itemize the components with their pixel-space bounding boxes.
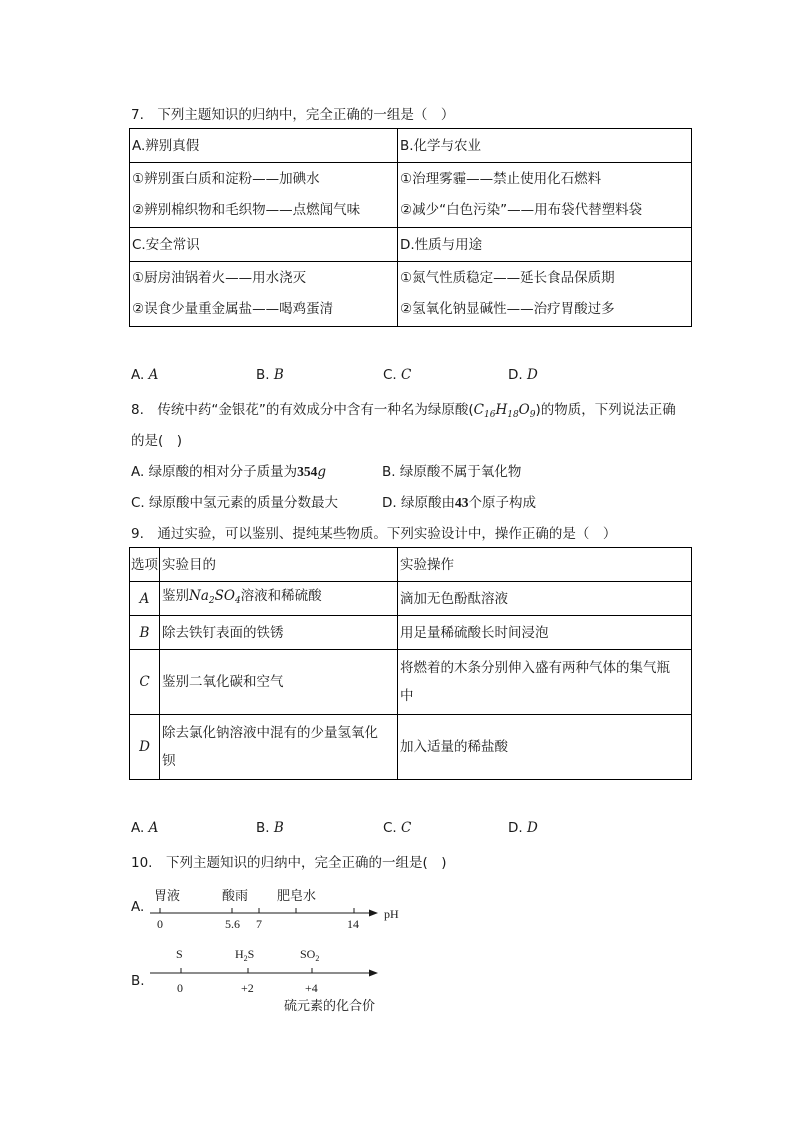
q7-cell-d-items [398,262,692,327]
valence-label-h2s: $H_2S$ [235,947,255,963]
q7-stem: 7. 下列主题知识的归纳中，完全正确的一组是（ ） [131,107,455,123]
ph-tick-label-14: 14 [347,917,359,931]
q7-option-d[interactable]: D. D [508,367,538,383]
ph-tick-label-7: 7 [256,917,262,931]
q8-option-c[interactable]: C. 绿原酸中氢元素的质量分数最大 [131,495,339,511]
ph-label-soap: 肥皂水 [277,889,317,904]
table-row [130,715,692,780]
q9-header-operation: 实验操作 [398,548,692,582]
q9-table [129,547,692,780]
q7-cell-c-title: C.安全常识 [130,228,398,262]
valence-label-so2: $SO_2$ [300,947,320,963]
ph-axis-arrow-icon [369,910,378,917]
valence-tick-label-0: 0 [177,981,183,995]
table-row [130,582,692,616]
valence-axis-caption: 硫元素的化合价 [284,999,376,1014]
q10-option-a-label[interactable]: A. [131,899,145,915]
q9-row-b-option: B [130,616,160,650]
q9-row-a-purpose: 鉴别$Na_2SO_4$溶液和稀硫酸 [160,582,398,616]
q7-c-item-1: ①厨房油锅着火——用水浇灭 [132,270,307,286]
table-row [130,616,692,650]
q9-option-b[interactable]: B. B [256,820,284,836]
q8-option-b[interactable]: B. 绿原酸不属于氧化物 [382,464,522,480]
q9-row-a-operation: 滴加无色酚酞溶液 [398,582,692,616]
q7-c-item-2: ②误食少量重金属盐——喝鸡蛋清 [132,301,334,317]
q7-d-item-2: ②氢氧化钠显碱性——治疗胃酸过多 [400,301,615,317]
q9-row-a-option: A [130,582,160,616]
q9-option-d[interactable]: D. D [508,820,538,836]
q7-cell-b-items [398,163,692,228]
q7-d-item-1: ①氮气性质稳定——延长食品保质期 [400,270,615,286]
valence-tick-label-2: +2 [241,981,254,995]
q7-cell-a-title: A.辨别真假 [130,129,398,163]
q9-row-b-operation: 用足量稀硫酸长时间浸泡 [398,616,692,650]
q9-header-purpose: 实验目的 [160,548,398,582]
q9-row-d-operation: 加入适量的稀盐酸 [398,715,692,780]
q8-option-a[interactable]: A. 绿原酸的相对分子质量为354g [131,464,326,480]
q8-option-d[interactable]: D. 绿原酸由43个原子构成 [382,495,536,511]
q7-a-item-1: ①辨别蛋白质和淀粉——加碘水 [132,171,320,187]
q9-row-b-purpose: 除去铁钉表面的铁锈 [160,616,398,650]
q9-option-c[interactable]: C. C [383,820,412,836]
q7-a-item-2: ②辨别棉织物和毛织物——点燃闻气味 [132,202,361,218]
q10-ph-diagram [140,880,420,936]
ph-label-acid-rain: 酸雨 [222,889,249,904]
q7-option-a[interactable]: A. A [131,367,159,383]
q9-row-c-option: C [130,650,160,715]
q8-stem: 8. 传统中药“金银花”的有效成分中含有一种名为绿原酸$(C_{16}H_{18}O_9)$的物质，下列说法正确 [131,402,676,420]
q10-stem: 10. 下列主题知识的归纳中，完全正确的一组是( ) [131,855,447,871]
q8-formula: $C_{16}H_{18}O_9$ [473,402,536,420]
q9-row-c-purpose: 鉴别二氧化碳和空气 [160,650,398,715]
q7-option-c[interactable]: C. C [383,367,412,383]
q9-header-option: 选项 [130,548,160,582]
valence-axis-arrow-icon [369,970,378,977]
q8-stem-line2: 的是( ) [131,433,183,449]
q9-stem: 9. 通过实验，可以鉴别、提纯某些物质。下列实验设计中，操作正确的是（ ） [131,526,617,542]
q7-cell-a-items [130,163,398,228]
table-row [130,650,692,715]
valence-label-s: S [176,947,183,961]
ph-axis-label: pH [384,907,399,921]
q9-row-d-option: D [130,715,160,780]
q7-cell-d-title: D.性质与用途 [398,228,692,262]
q9-option-a[interactable]: A. A [131,820,159,836]
valence-tick-label-4: +4 [305,981,318,995]
q7-b-item-2: ②减少“白色污染”——用布袋代替塑料袋 [400,202,643,218]
q7-b-item-1: ①治理雾霾——禁止使用化石燃料 [400,171,602,187]
q7-option-b[interactable]: B. B [256,367,284,383]
ph-tick-label-5-6: 5.6 [225,917,240,931]
q10-option-b-label[interactable]: B. [131,973,145,989]
q7-table [129,128,692,327]
ph-label-gastric: 胃液 [154,889,181,904]
q7-cell-b-title: B.化学与农业 [398,129,692,163]
q10-valence-diagram [140,940,420,1016]
ph-tick-label-0: 0 [157,917,163,931]
q9-row-c-operation: 将燃着的木条分别伸入盛有两种气体的集气瓶 中 [398,650,692,715]
q7-cell-c-items [130,262,398,327]
q9-row-d-purpose: 除去氯化钠溶液中混有的少量氢氧化 钡 [160,715,398,780]
